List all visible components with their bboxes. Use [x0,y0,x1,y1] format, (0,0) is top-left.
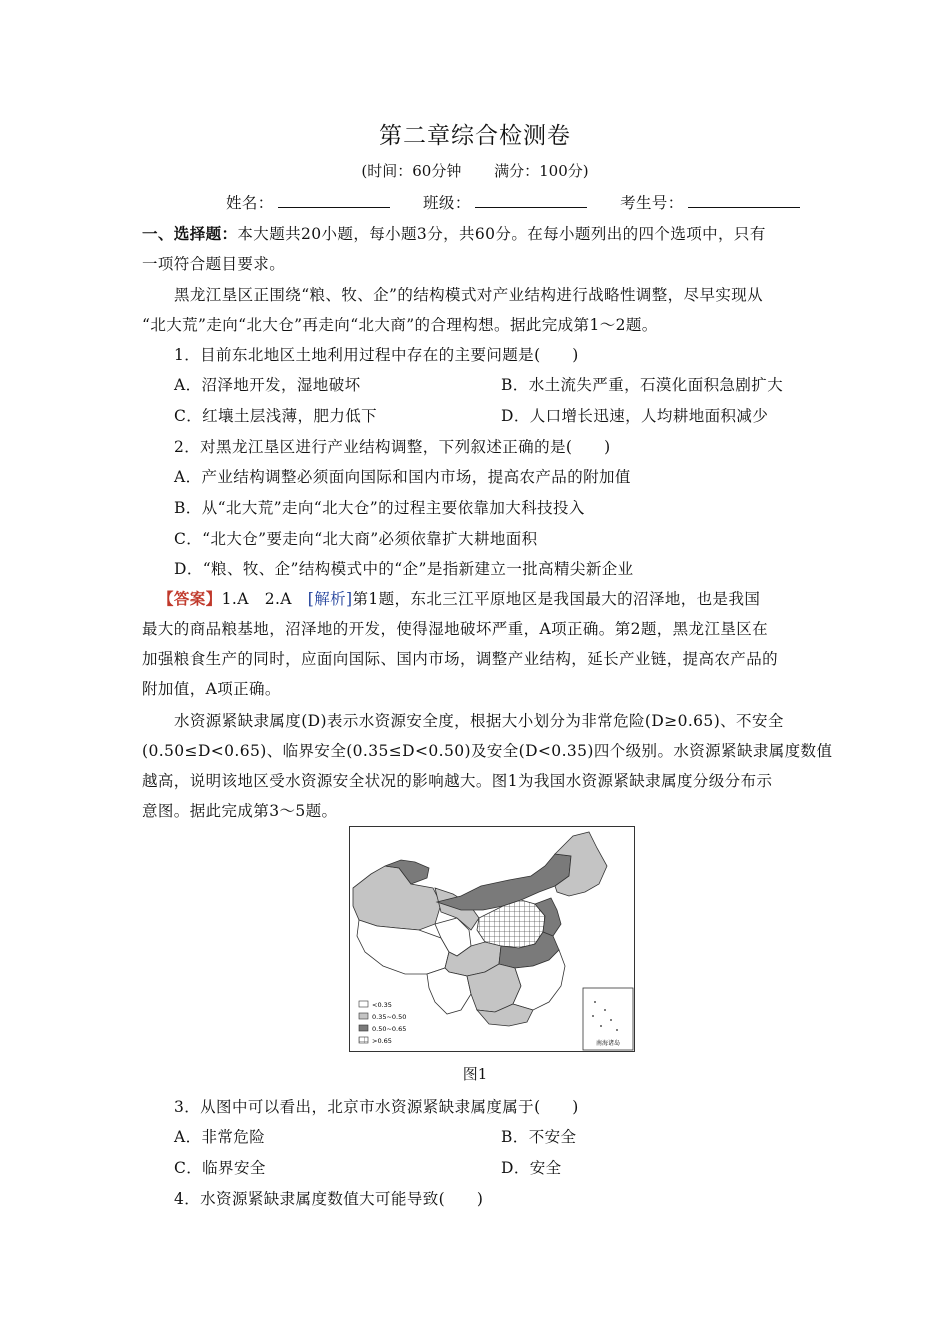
passage-text: “北大荒”走向“北大仓”再走向“北大商”的合理构想。据此完成第1～2题。 [142,316,658,334]
question-stem: 4．水资源紧缺隶属度数值大可能导致( ) [174,1190,484,1208]
option-c: C．“北大仓”要走向“北大商”必须依靠扩大耕地面积 [174,530,538,548]
option-d: D．“粮、牧、企”结构模式中的“企”是指新建立一批高精尖新企业 [174,560,634,578]
exam-number-label: 考生号： [620,194,684,212]
option-b: B．水土流失严重，石漠化面积急剧扩大 [501,376,784,394]
option-d: D．安全 [501,1159,562,1177]
time-limit: (时间：60分钟 [361,162,462,180]
passage-text: 黑龙江垦区正围绕“粮、牧、企”的结构模式对产业结构进行战略性调整，尽早实现从 [174,286,764,304]
question-stem: 1．目前东北地区土地利用过程中存在的主要问题是( ) [174,346,579,364]
analysis-tag: [解析] [307,590,353,608]
option-a: A．非常危险 [174,1128,266,1146]
option-b: B．不安全 [501,1128,577,1146]
legend-swatch-unsafe [359,1025,368,1031]
legend-label: >0.65 [372,1037,392,1045]
option-a: A．沼泽地开发，湿地破坏 [174,376,361,394]
section-heading: 一、选择题：本大题共20小题，每小题3分，共60分。在每小题列出的四个选项中，只有 [142,224,766,243]
legend-label: <0.35 [372,1001,392,1009]
legend-label: 0.50~0.65 [372,1025,407,1033]
answer-line [158,587,760,609]
question-stem: 3．从图中可以看出，北京市水资源紧缺隶属度属于( ) [174,1098,579,1116]
option-b: B．从“北大荒”走向“北大仓”的过程主要依靠加大科技投入 [174,499,585,517]
passage-text: 越高，说明该地区受水资源安全状况的影响越大。图1为我国水资源紧缺隶属度分级分布示 [142,772,773,790]
inset-label: 南海诸岛 [595,1040,621,1047]
option-a: A．产业结构调整必须面向国际和国内市场，提高农产品的附加值 [174,468,631,486]
exam-meta [0,160,950,181]
student-info-row [226,191,800,213]
full-score: 满分：100分) [494,162,589,180]
exam-number-field[interactable] [688,195,800,208]
legend-label: 0.35~0.50 [372,1013,407,1021]
answer-values: 1.A 2.A [221,590,308,608]
figure-caption: 图1 [462,1065,488,1083]
option-d: D．人口增长迅速，人均耕地面积减少 [501,407,769,425]
analysis-text: 附加值，A项正确。 [142,680,281,698]
legend-swatch-danger [359,1037,368,1043]
option-c: C．临界安全 [174,1159,266,1177]
legend-swatch-critical [359,1013,368,1019]
answer-tag: 【答案】 [158,589,222,608]
legend-swatch-safe [359,1001,368,1007]
name-label: 姓名： [226,194,274,212]
question-stem: 2．对黑龙江垦区进行产业结构调整，下列叙述正确的是( ) [174,438,611,456]
name-field[interactable] [278,195,390,208]
page-title: 第二章综合检测卷 [379,123,571,149]
passage-text: 意图。据此完成第3～5题。 [142,802,338,820]
passage-text: 水资源紧缺隶属度(D)表示水资源安全度，根据大小划分为非常危险(D≥0.65)、不安全 [174,712,784,730]
passage-text: (0.50≤D<0.65)、临界安全(0.35≤D<0.50)及安全(D<0.35)四个级别。水资源紧缺隶属度数值 [142,742,833,760]
china-water-map [349,826,635,1052]
option-c: C．红壤土层浅薄，肥力低下 [174,407,378,425]
class-field[interactable] [475,195,587,208]
section-text: 一项符合题目要求。 [142,255,286,273]
class-label: 班级： [423,194,471,212]
analysis-text: 加强粮食生产的同时，应面向国际、国内市场，调整产业结构，延长产业链，提高农产品的 [142,650,779,668]
analysis-text: 最大的商品粮基地，沼泽地的开发，使得湿地破坏严重，A项正确。第2题，黑龙江垦区在 [142,620,769,638]
analysis-text: 第1题，东北三江平原地区是我国最大的沼泽地，也是我国 [352,590,761,608]
